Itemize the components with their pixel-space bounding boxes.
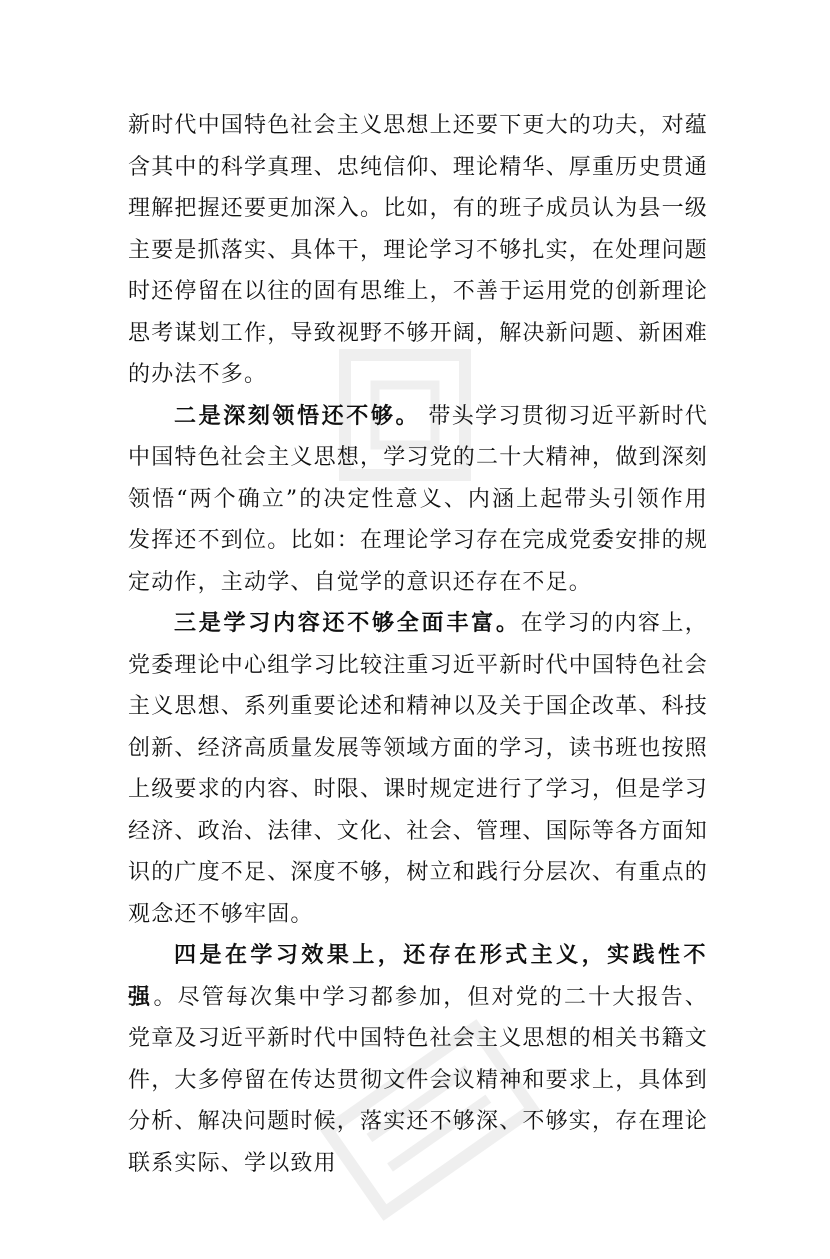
point-heading: 二是深刻领悟还不够。 — [174, 402, 421, 429]
point-body: 在学习的内容上，党委理论中心组学习比较注重习近平新时代中国特色社会主义思想、系列重要论述和精神以及关于国企改革、科技创新、经济高质量发展等领域方面的学习，读书班也按照上级要求的内容、时限、课时规定进行了学习，但是学习经济、政治、法律、文化、社会、管理、国际等各方面知识的广度不足、深度不够，树立和践行分层次、有重点的观念还不够牢固。 — [128, 611, 709, 927]
document-body — [128, 105, 708, 1184]
paragraph-text: 新时代中国特色社会主义思想上还要下更大的功夫，对蕴含其中的科学真理、忠纯信仰、理论精华、厚重历史贯通理解把握还要更加深入。比如，有的班子成员认为县一级主要是抓落实、具体干，理论学习不够扎实，在处理问题时还停留在以往的固有思维上，不善于运用党的创新理论思考谋划工作，导致视野不够开阔，解决新问题、新困难的办法不多。 — [128, 113, 709, 387]
point-body: 带头学习贯彻习近平新时代中国特色社会主义思想，学习党的二十大精神，做到深刻领悟“两个确立”的决定性意义、内涵上起带头引领作用发挥还不到位。比如：在理论学习存在完成党委安排的规定动作，主动学、自觉学的意识还存在不足。 — [128, 403, 709, 595]
paragraph-continuation — [128, 105, 708, 396]
paragraph-point-3 — [128, 603, 708, 935]
paragraph-point-2 — [128, 396, 708, 604]
point-heading: 四是在学习效果上，还存在形式主义，实践性不强 — [128, 942, 708, 1010]
point-heading: 三是学习内容还不够全面丰富。 — [174, 610, 521, 636]
paragraph-point-4 — [128, 935, 708, 1184]
point-body: 。尽管每次集中学习都参加，但对党的二十大报告、党章及习近平新时代中国特色社会主义思想的相关书籍文件，大多停留在传达贯彻文件会议精神和要求上，具体到分析、解决问题时候，落实还不够深、不够实，存在理论联系实际、学以致用 — [128, 984, 709, 1176]
